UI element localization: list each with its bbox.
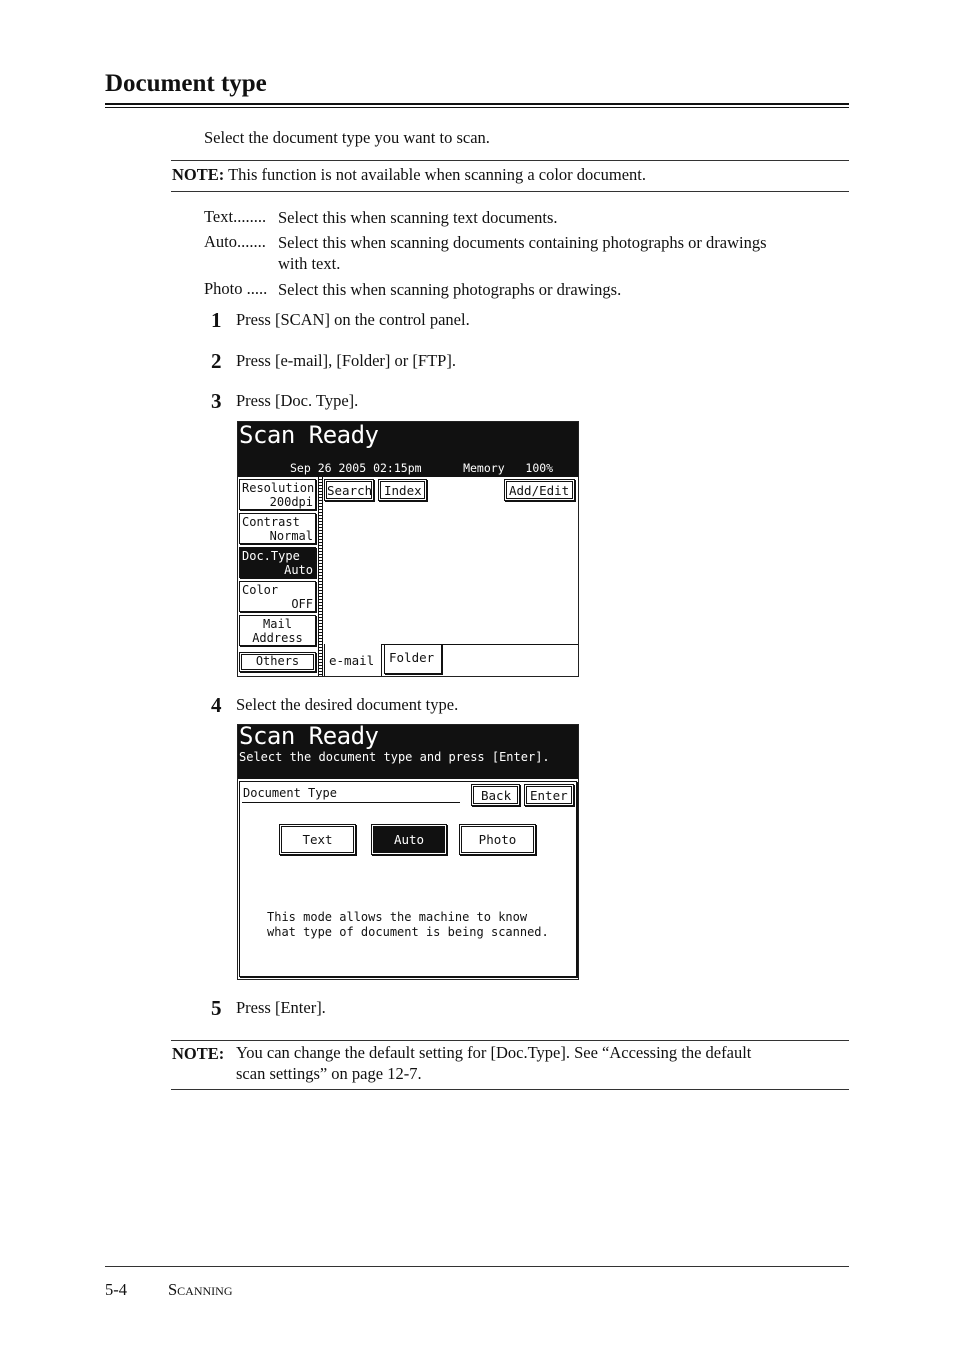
intro-text: Select the document type you want to scan. [204,128,490,147]
lcd-header [238,725,578,779]
mode-description-line1: This mode allows the machine to know [267,910,528,924]
others-button[interactable] [239,652,316,672]
definition-text: Select this when scanning photographs or drawings. [278,280,622,299]
auto-type-button[interactable] [371,824,447,855]
enter-button[interactable] [524,784,574,806]
tab-folder[interactable] [384,644,442,674]
note-label: NOTE: [172,1044,225,1063]
doc-type-label: Doc.Type [242,549,300,563]
step-text: Select the desired document type. [236,695,459,714]
title-rule [105,103,849,105]
contrast-value: Normal [269,529,313,543]
note-divider [171,160,849,161]
section-name: Scanning [168,1280,233,1299]
resolution-value: 200dpi [269,495,313,509]
text-type-label: Text [302,832,333,847]
note-divider [171,1089,849,1090]
definition-term: Auto....... [204,232,266,251]
definition-term: Text........ [204,207,267,226]
content-frame [239,781,577,977]
color-button[interactable] [239,581,316,612]
step-number: 3 [211,389,222,413]
back-button[interactable] [471,784,520,806]
document-type-field-label: Document Type [243,786,337,800]
note-label: NOTE: [172,165,225,184]
step-number: 2 [211,349,222,373]
color-value: OFF [291,597,313,611]
step-number: 1 [211,308,222,332]
lcd-screen-scan-ready [237,421,579,677]
mode-description-line2: what type of document is being scanned. [267,925,549,939]
doc-type-button[interactable] [239,547,316,578]
step-text: Press [SCAN] on the control panel. [236,310,470,329]
search-button[interactable] [324,479,374,501]
back-label: Back [481,788,512,803]
note-text: You can change the default setting for [Doc.Type]. See “Accessing the default [236,1043,752,1062]
text-type-button[interactable] [279,824,356,855]
index-label: Index [384,483,422,498]
others-label: Others [255,654,300,668]
index-button[interactable] [378,479,427,501]
step-text: Press [e-mail], [Folder] or [FTP]. [236,351,456,370]
mail-address-label-1: Mail [263,617,292,631]
definition-term: Photo ..... [204,279,268,298]
lcd-screen-document-type [237,724,579,980]
auto-type-label: Auto [393,832,425,847]
add-edit-label: Add/Edit [509,483,570,498]
note-text: scan settings” on page 12-7. [236,1064,422,1083]
enter-label: Enter [530,788,568,803]
resolution-button[interactable] [239,479,316,510]
definition-text: Select this when scanning text documents. [278,208,558,227]
step-number: 4 [211,693,222,717]
footer-rule [105,1266,849,1267]
contrast-button[interactable] [239,513,316,544]
lcd-title: Scan Ready [239,724,379,750]
mail-address-label-2: Address [252,631,303,645]
note-divider [171,191,849,192]
page-number: 5-4 [105,1280,127,1299]
color-label: Color [242,583,279,597]
tab-folder-label: Folder [389,650,435,665]
note-text: This function is not available when scanning a color document. [228,165,646,184]
mail-address-button[interactable] [239,615,316,646]
note-1 [172,164,646,185]
title-rule [105,107,849,108]
step-text: Press [Doc. Type]. [236,391,359,410]
page-title: Document type [105,70,267,97]
photo-type-label: Photo [478,832,517,847]
field-underline [242,802,460,803]
photo-type-button[interactable] [459,824,536,855]
lcd-title: Scan Ready [239,421,379,449]
step-text: Press [Enter]. [236,998,326,1017]
status-line: Sep 26 2005 02:15pm Memory 100% [290,461,554,475]
doc-type-value: Auto [284,563,313,577]
tab-email[interactable] [324,644,382,677]
step-number: 5 [211,996,222,1020]
lcd-subtitle: Select the document type and press [Enter]. [239,750,550,764]
contrast-label: Contrast [242,515,300,529]
note-divider [171,1040,849,1041]
tab-email-label: e-mail [329,653,375,668]
add-edit-button[interactable] [504,479,575,501]
definition-text: Select this when scanning documents containing photographs or drawings [278,233,767,252]
search-label: Search [327,483,373,498]
definition-text: with text. [278,254,341,273]
lcd-header [238,422,578,477]
resolution-label: Resolution [242,481,315,495]
side-panel-divider [318,477,323,677]
